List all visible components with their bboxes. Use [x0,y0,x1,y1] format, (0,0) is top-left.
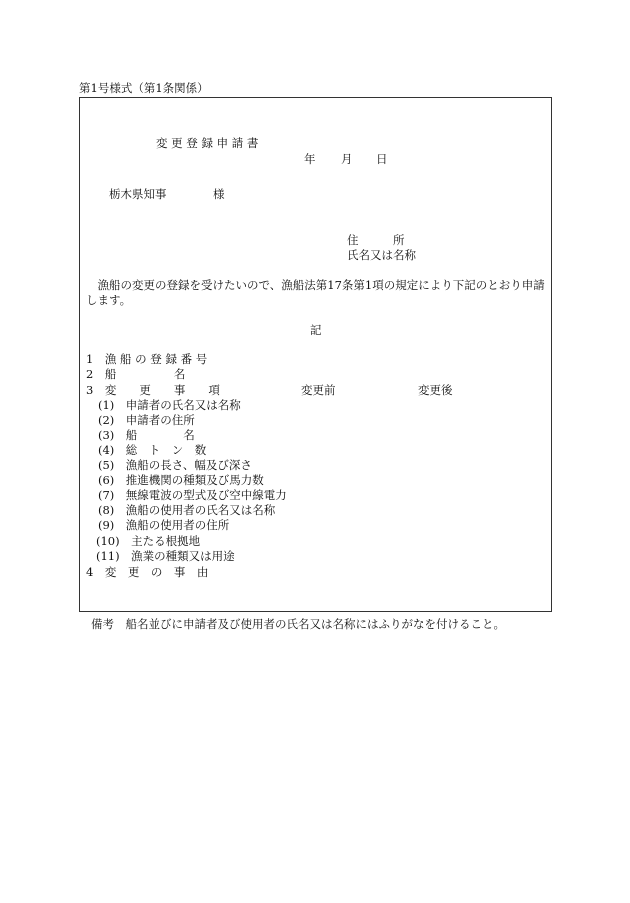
form-label: 第1号様式（第1条関係） [79,81,209,95]
sub-item-1: (1) 申請者の氏名又は名称 [98,398,241,412]
applicant-name-label: 氏名又は名称 [347,248,416,262]
sub-item-8: (8) 漁船の使用者の氏名又は名称 [98,503,276,517]
applicant-address-label: 住 所 [347,233,405,247]
form-title: 変 更 登 録 申 請 書 [156,136,259,150]
item-2: 2 船 名 [86,367,186,381]
column-before: 変更前 [301,383,336,397]
item-3: 3 変 更 事 項 [86,383,220,397]
application-body-text: 漁船の変更の登録を受けたいので、漁船法第17条第1項の規定により下記のとおり申請します。 [86,278,545,307]
sub-item-2: (2) 申請者の住所 [98,413,195,427]
sub-item-3: (3) 船 名 [98,428,195,442]
date-month: 月 [341,152,353,166]
addressee-name: 栃木県知事 [109,187,167,201]
item-1: 1 漁 船 の 登 録 番 号 [86,352,208,366]
sub-item-9: (9) 漁船の使用者の住所 [98,518,230,532]
remark: 備考 船名並びに申請者及び使用者の氏名又は名称にはふりがなを付けること。 [91,617,505,631]
ki-heading: 記 [310,323,322,337]
sub-item-5: (5) 漁船の長さ、幅及び深さ [98,458,252,472]
item-4: 4 変 更 の 事 由 [86,565,209,579]
date-day: 日 [376,152,388,166]
addressee-honorific: 様 [213,187,225,201]
sub-item-7: (7) 無線電波の型式及び空中線電力 [98,488,287,502]
sub-item-6: (6) 推進機関の種類及び馬力数 [98,473,264,487]
date-year: 年 [304,152,316,166]
sub-item-11: (11) 漁業の種類又は用途 [96,549,235,563]
column-after: 変更後 [418,383,453,397]
sub-item-4: (4) 総 ト ン 数 [98,443,207,457]
sub-item-10: (10) 主たる根拠地 [96,534,201,548]
